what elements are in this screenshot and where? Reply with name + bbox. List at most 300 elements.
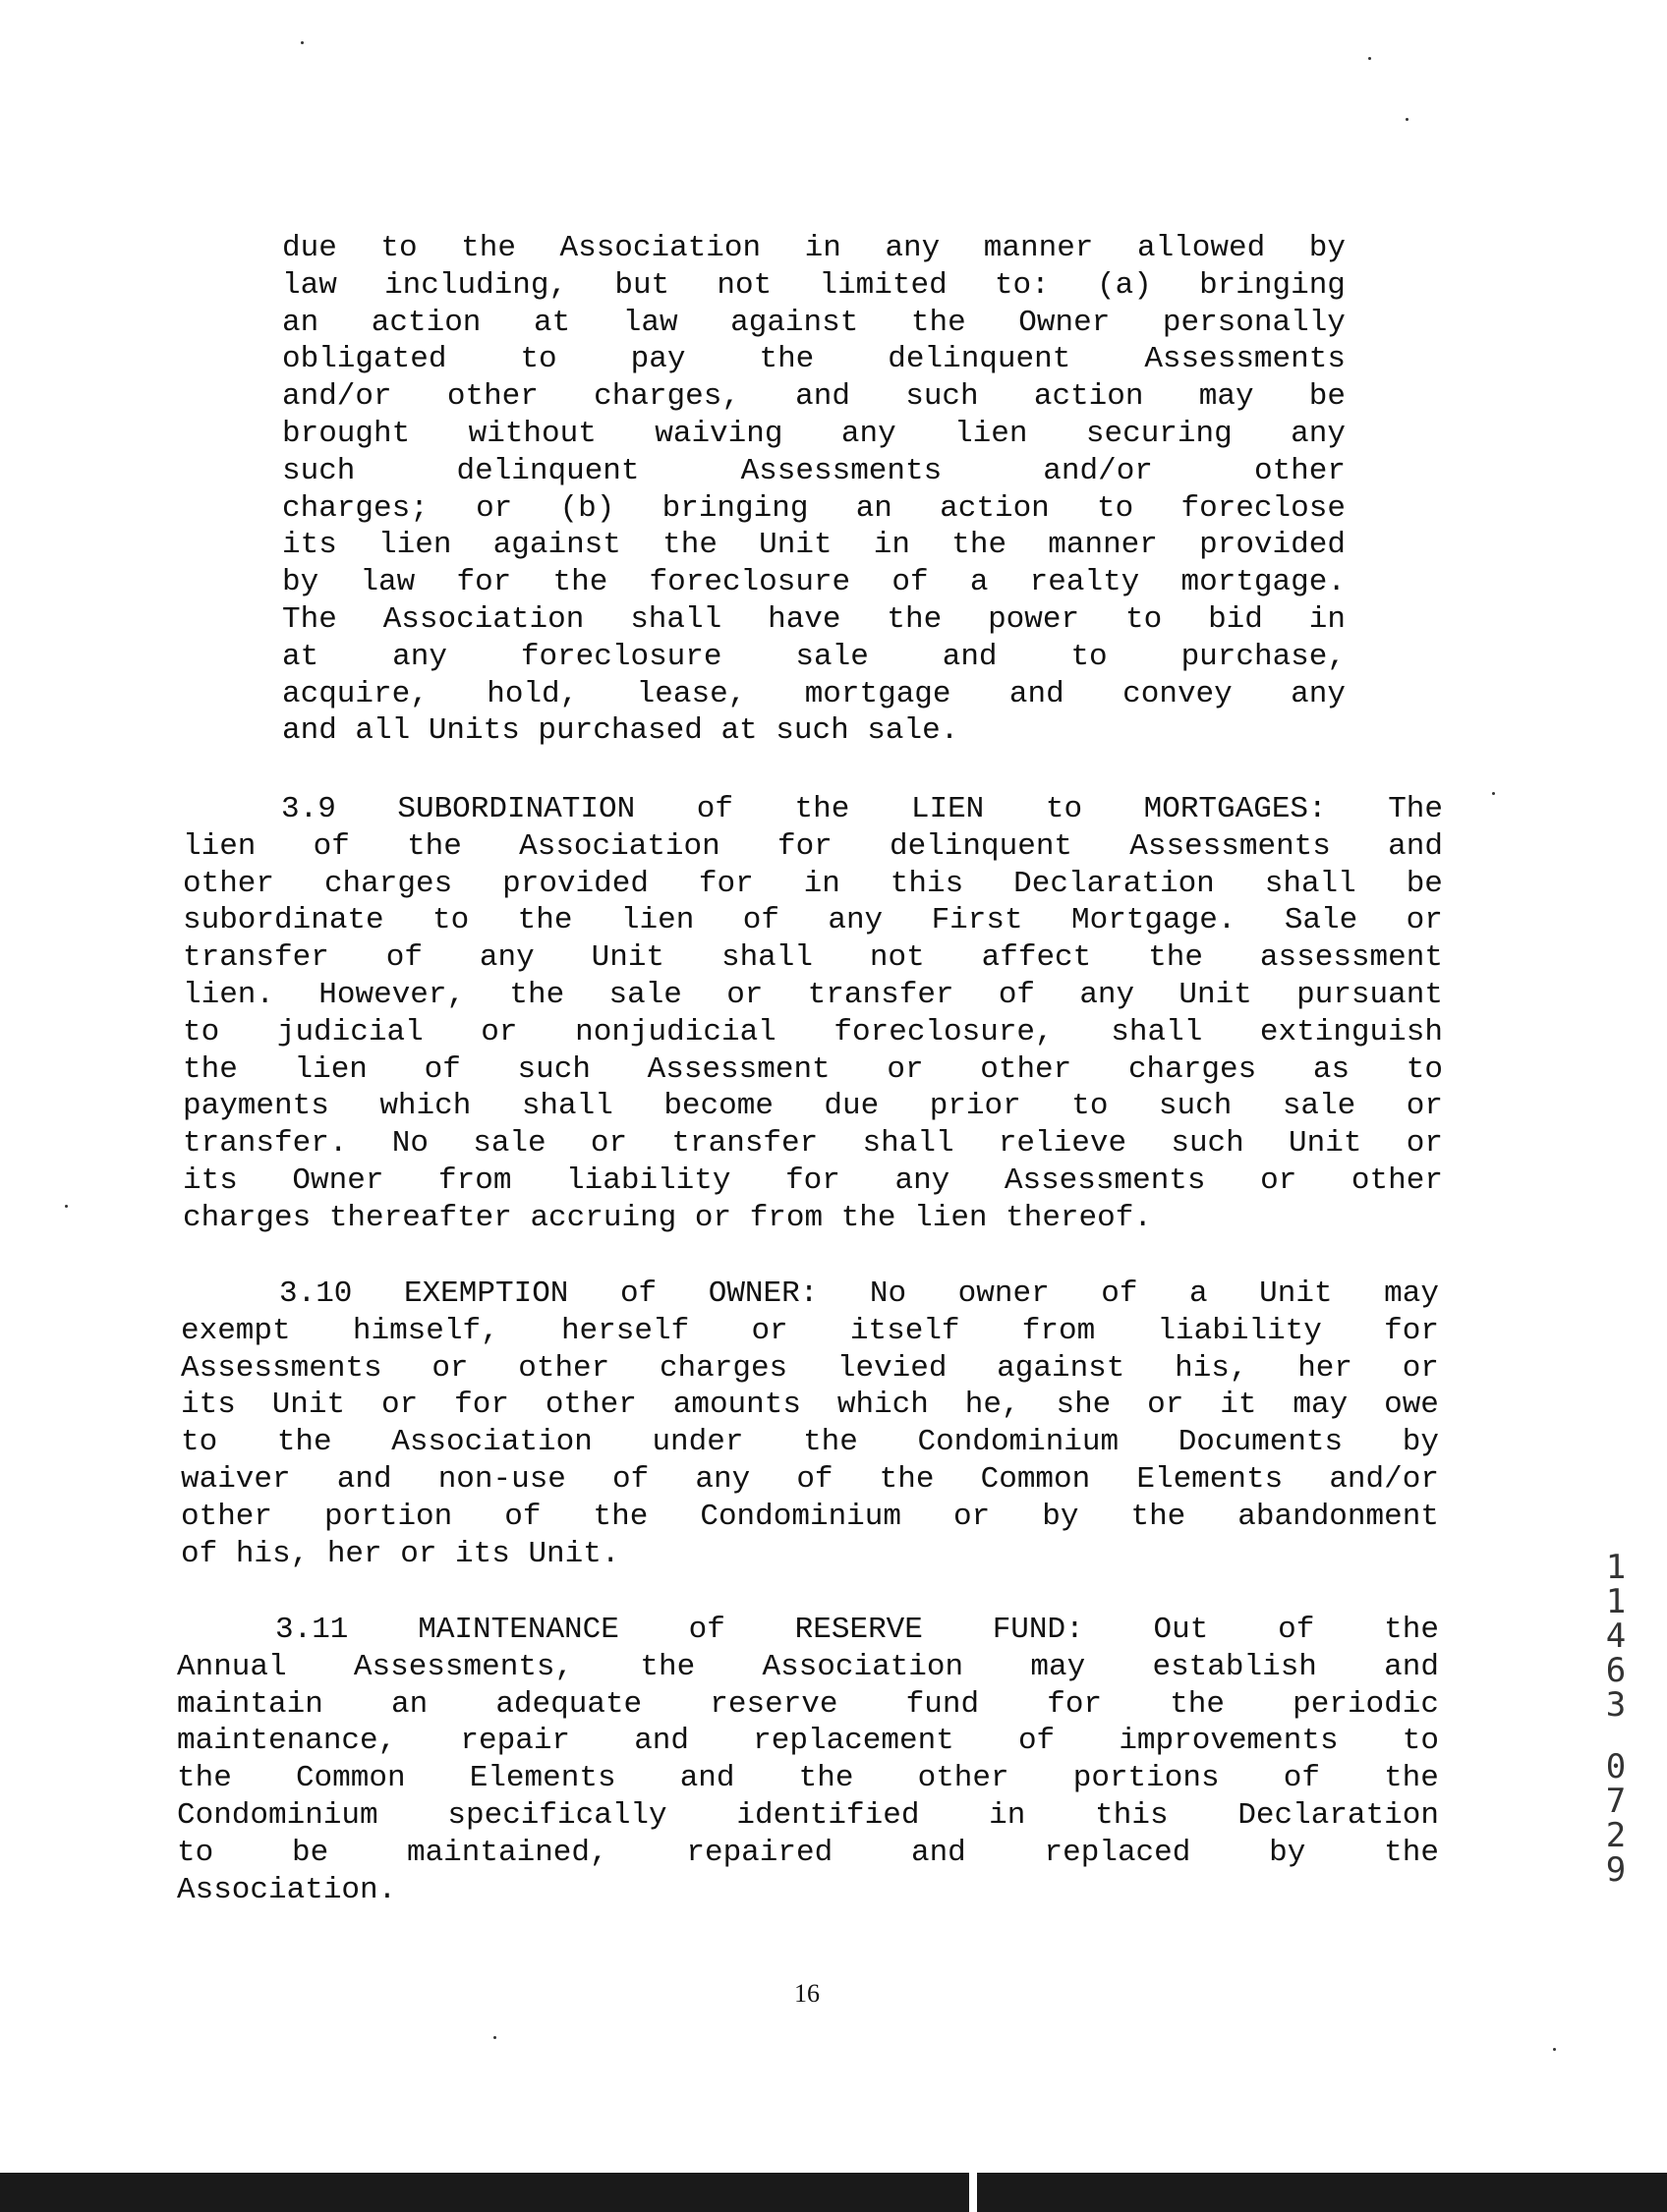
word: the	[798, 1761, 854, 1796]
word: The	[1388, 792, 1443, 826]
word: her	[326, 1536, 382, 1571]
text-line	[181, 1536, 1439, 1573]
word: its	[181, 1388, 236, 1423]
word: Common	[980, 1461, 1091, 1497]
word: the	[759, 342, 815, 377]
text-line	[282, 230, 1346, 267]
word: be	[1308, 379, 1346, 415]
word: shall	[1111, 1014, 1203, 1049]
stamp-digit: 3	[1605, 1685, 1627, 1725]
word: Assessments	[1004, 1163, 1206, 1198]
word: itself	[849, 1313, 960, 1348]
word: or	[1406, 1089, 1443, 1124]
word: shall	[1264, 866, 1356, 901]
word: due	[282, 231, 337, 265]
word: under	[652, 1425, 744, 1460]
word: or	[476, 490, 513, 526]
word: acquire,	[282, 676, 429, 711]
word: Out	[1153, 1613, 1209, 1647]
word: or	[1402, 1350, 1439, 1386]
word: Elements	[1136, 1461, 1284, 1497]
word: of	[1278, 1613, 1315, 1647]
word: However,	[318, 977, 466, 1012]
word: Assessments	[1129, 828, 1331, 864]
word: and	[282, 713, 337, 749]
word: from	[749, 1200, 824, 1235]
word: identified	[736, 1797, 920, 1833]
word: at	[533, 305, 571, 340]
word: LIEN	[910, 792, 985, 826]
word: Declaration	[1237, 1797, 1439, 1833]
word: 3.10	[279, 1276, 353, 1311]
word: charges	[323, 866, 453, 901]
word: by	[282, 565, 319, 600]
text-line	[282, 305, 1346, 342]
word: sale	[473, 1126, 546, 1162]
word: of	[504, 1499, 542, 1534]
text-line	[183, 1088, 1443, 1125]
word: to	[1402, 1724, 1439, 1759]
word: to	[1045, 792, 1083, 826]
word: mortgage	[804, 676, 951, 711]
word: may	[1198, 379, 1254, 415]
stamp-digit: 0	[1605, 1747, 1627, 1787]
text-line	[282, 341, 1346, 378]
stamp-digit: 2	[1605, 1816, 1627, 1855]
text-line	[177, 1835, 1439, 1872]
word: of	[385, 940, 423, 976]
text-line	[282, 601, 1346, 639]
text-line	[177, 1797, 1439, 1835]
word: for	[1047, 1686, 1103, 1722]
word: 3.11	[275, 1613, 349, 1647]
word: against	[730, 305, 859, 340]
word: manner	[983, 231, 1094, 265]
word: foreclose	[1180, 490, 1346, 526]
word: or	[887, 1051, 924, 1087]
word: thereafter	[328, 1200, 512, 1235]
word: of	[424, 1051, 461, 1087]
word: reserve	[710, 1686, 838, 1722]
word: to	[380, 231, 418, 265]
word: Mortgage.	[1070, 903, 1236, 938]
word: a	[1188, 1276, 1208, 1311]
word: maintain	[177, 1686, 323, 1722]
word: non-use	[437, 1461, 566, 1497]
word: his,	[1175, 1350, 1248, 1386]
text-line	[183, 866, 1443, 903]
word: not	[717, 267, 773, 303]
word: law	[360, 565, 416, 600]
word: he,	[964, 1388, 1020, 1423]
text-line	[177, 1723, 1439, 1760]
word: the	[1384, 1613, 1439, 1647]
word: or	[381, 1388, 419, 1423]
word: realty	[1029, 565, 1140, 600]
word: or	[431, 1350, 469, 1386]
text-line	[181, 1350, 1439, 1388]
word: Unit	[1289, 1126, 1362, 1162]
word: to	[520, 342, 557, 377]
word: of	[998, 977, 1036, 1012]
word: without	[468, 416, 597, 451]
word: of	[181, 1536, 218, 1571]
word: any	[828, 903, 884, 938]
word: by	[1042, 1499, 1079, 1534]
scan-edge-bar	[0, 2173, 1667, 2212]
word: and	[679, 1761, 735, 1796]
word: the	[407, 828, 462, 864]
word: specifically	[447, 1797, 667, 1833]
text-line	[282, 639, 1346, 676]
section-3-9-subordination	[183, 791, 1443, 1237]
word: the	[803, 1425, 858, 1460]
word: or	[1260, 1163, 1297, 1198]
word: and	[942, 639, 998, 674]
word: affect	[981, 940, 1092, 976]
word: MAINTENANCE	[418, 1613, 619, 1647]
word: may	[1384, 1276, 1439, 1311]
word: by	[1402, 1425, 1439, 1460]
word: its	[455, 1536, 510, 1571]
word: charges,	[594, 379, 740, 415]
word: Unit.	[528, 1536, 620, 1571]
word: any	[1291, 416, 1346, 451]
word: Owner	[1018, 305, 1111, 340]
word: Assessments	[181, 1350, 382, 1386]
word: of	[619, 1276, 658, 1311]
word: of	[796, 1461, 834, 1497]
word: improvements	[1119, 1724, 1339, 1759]
word: waiver	[181, 1461, 291, 1497]
word: personally	[1162, 305, 1346, 340]
word: pursuant	[1296, 977, 1443, 1012]
section-3-10-exemption	[181, 1276, 1439, 1572]
word: to	[1124, 601, 1163, 637]
word: it	[1220, 1388, 1257, 1423]
stamp-digit: 4	[1605, 1616, 1627, 1656]
word: accruing	[530, 1200, 677, 1235]
word: to	[183, 1014, 220, 1049]
word: for	[698, 866, 754, 901]
word: or	[694, 1200, 732, 1235]
text-line	[181, 1461, 1439, 1499]
word: the	[640, 1649, 696, 1684]
word: or	[953, 1499, 991, 1534]
text-line	[183, 902, 1443, 939]
text-line	[177, 1872, 1439, 1909]
word: law	[282, 267, 337, 303]
word: provided	[1199, 528, 1346, 563]
word: maintenance,	[177, 1724, 397, 1759]
word: manner	[1048, 528, 1158, 563]
word: its	[282, 528, 337, 563]
word: or	[590, 1126, 628, 1162]
word: such	[282, 453, 356, 488]
word: delinquent	[890, 828, 1073, 864]
text-line	[282, 564, 1346, 601]
text-line	[282, 712, 1346, 750]
word: Assessment	[647, 1051, 831, 1087]
word: action	[940, 490, 1050, 526]
word: transfer	[183, 940, 329, 976]
word: OWNER:	[708, 1276, 819, 1311]
word: RESERVE	[794, 1613, 923, 1647]
word: of	[1101, 1276, 1138, 1311]
word: charges;	[282, 490, 429, 526]
word: lien.	[183, 977, 275, 1012]
word: abandonment	[1237, 1499, 1439, 1534]
word: bid	[1208, 601, 1263, 637]
stamp-digit: 1	[1605, 1548, 1627, 1587]
word: Unit	[271, 1388, 346, 1423]
word: (b)	[559, 490, 615, 526]
word: extinguish	[1259, 1014, 1443, 1049]
word: delinquent	[456, 453, 640, 488]
section-3-11-reserve-fund	[177, 1612, 1439, 1908]
word: any	[392, 639, 447, 674]
word: any	[1079, 977, 1135, 1012]
word: pay	[630, 342, 686, 377]
word: owner	[957, 1276, 1050, 1311]
word: other	[545, 1388, 637, 1423]
word: the	[887, 601, 943, 637]
word: Condominium	[700, 1499, 901, 1534]
text-line	[282, 527, 1346, 564]
word: an	[855, 490, 892, 526]
text-line	[183, 828, 1443, 866]
word: this	[890, 866, 964, 901]
word: purchased	[538, 713, 703, 749]
text-line	[177, 1649, 1439, 1686]
word: the	[461, 231, 516, 265]
word: and/or	[1043, 453, 1153, 488]
word: or	[1147, 1388, 1184, 1423]
word: foreclosure,	[834, 1014, 1054, 1049]
margin-bates-stamp	[1596, 1548, 1636, 1890]
word: MORTGAGES:	[1143, 792, 1327, 826]
word: charges	[659, 1350, 788, 1386]
word: any	[840, 416, 896, 451]
word: such	[905, 379, 979, 415]
word: relieve	[998, 1126, 1127, 1162]
text-line	[177, 1760, 1439, 1797]
word: periodic	[1293, 1686, 1439, 1722]
word: the	[840, 1200, 896, 1235]
word: to	[177, 1835, 214, 1870]
word: have	[768, 601, 841, 637]
word: the	[276, 1425, 332, 1460]
word: herself	[560, 1313, 690, 1348]
text-line	[181, 1313, 1439, 1350]
word: Condominium	[177, 1797, 378, 1833]
word: maintained,	[406, 1835, 608, 1870]
text-line	[177, 1686, 1439, 1724]
word: Documents	[1178, 1425, 1344, 1460]
word: of	[742, 903, 779, 938]
word: at	[720, 713, 758, 749]
word: of	[1017, 1724, 1056, 1759]
word: other	[1253, 453, 1346, 488]
word: or	[400, 1536, 437, 1571]
word: the	[1130, 1499, 1186, 1534]
text-line	[183, 1014, 1443, 1051]
word: all	[355, 713, 411, 749]
word: delinquent	[888, 342, 1071, 377]
word: liability	[566, 1163, 731, 1198]
word: bringing	[661, 490, 809, 526]
word: law	[622, 305, 678, 340]
word: of	[313, 828, 350, 864]
word: judicial	[276, 1014, 424, 1049]
word: (a)	[1097, 267, 1152, 303]
word: foreclosure	[520, 639, 722, 674]
word: be	[1406, 866, 1443, 901]
word: be	[291, 1835, 329, 1870]
word: the	[183, 1051, 238, 1087]
text-line	[181, 1499, 1439, 1536]
word: for	[454, 1388, 509, 1423]
word: and	[1008, 676, 1064, 711]
word: of	[696, 792, 733, 826]
word: the	[517, 903, 573, 938]
word: Association	[559, 231, 762, 265]
word: against	[492, 528, 621, 563]
word: thereof.	[1006, 1200, 1152, 1235]
word: shall	[720, 940, 813, 976]
word: an	[390, 1686, 429, 1722]
word: the	[177, 1761, 232, 1796]
word: replaced	[1044, 1835, 1191, 1870]
word: which	[836, 1388, 929, 1423]
word: Units	[428, 713, 520, 749]
word: First	[931, 903, 1023, 938]
word: and	[336, 1461, 392, 1497]
paragraph-continuation	[282, 230, 1346, 750]
word: amounts	[672, 1388, 801, 1423]
word: Common	[295, 1761, 406, 1796]
word: the	[662, 528, 718, 563]
word: its	[183, 1163, 238, 1198]
word: she	[1056, 1388, 1112, 1423]
word: Elements	[469, 1761, 616, 1796]
word: repair	[460, 1724, 571, 1759]
word: SUBORDINATION	[397, 792, 636, 826]
word: the	[552, 565, 608, 600]
word: the	[910, 305, 966, 340]
word: bringing	[1199, 267, 1346, 303]
word: such	[776, 713, 849, 749]
word: portion	[324, 1499, 453, 1534]
word: any	[479, 940, 535, 976]
word: sale.	[867, 713, 959, 749]
word: liability	[1157, 1313, 1322, 1348]
word: and	[1388, 828, 1443, 864]
stamp-digit: 6	[1605, 1651, 1627, 1690]
word: against	[997, 1350, 1125, 1386]
word: convey	[1122, 676, 1233, 711]
word: the	[1170, 1686, 1225, 1722]
word: to	[1406, 1051, 1443, 1087]
word: or	[751, 1313, 788, 1348]
word: 3.9	[281, 792, 336, 826]
word: fund	[905, 1686, 980, 1722]
word: provided	[502, 866, 649, 901]
word: or	[1406, 903, 1443, 938]
word: waiving	[655, 416, 783, 451]
word: of	[688, 1613, 725, 1647]
word: other	[917, 1761, 1009, 1796]
word: lien	[914, 1200, 988, 1235]
word: a	[969, 565, 989, 600]
word: EXEMPTION	[403, 1276, 569, 1311]
word: the	[509, 977, 565, 1012]
word: or	[481, 1014, 518, 1049]
word: in	[1308, 601, 1346, 637]
word: Sale	[1284, 903, 1358, 938]
text-line	[181, 1387, 1439, 1424]
word: by	[1269, 1835, 1306, 1870]
word: prior	[929, 1089, 1021, 1124]
word: other	[446, 379, 539, 415]
word: any	[1291, 676, 1346, 711]
word: lien	[620, 903, 695, 938]
word: Assessments	[740, 453, 943, 488]
word: the	[1384, 1835, 1439, 1870]
text-line	[282, 378, 1346, 416]
word: owe	[1384, 1388, 1439, 1423]
word: replacement	[753, 1724, 954, 1759]
word: her	[1297, 1350, 1353, 1386]
word: and	[1384, 1649, 1439, 1684]
word: and	[634, 1724, 689, 1759]
word: shall	[521, 1089, 613, 1124]
word: or	[1406, 1126, 1443, 1162]
word: action	[1033, 379, 1144, 415]
word: Unit	[1259, 1276, 1333, 1311]
word: other	[1351, 1163, 1443, 1198]
word: of	[891, 565, 929, 600]
word: other	[980, 1051, 1072, 1087]
word: purchase,	[1180, 639, 1346, 674]
word: by	[1308, 231, 1346, 265]
word: assessment	[1259, 940, 1443, 976]
word: in	[873, 528, 911, 563]
word: or	[726, 977, 764, 1012]
word: FUND:	[992, 1613, 1084, 1647]
word: and/or	[1329, 1461, 1439, 1497]
word: action	[371, 305, 482, 340]
text-line	[183, 1051, 1443, 1089]
word: shall	[862, 1126, 954, 1162]
word: from	[438, 1163, 512, 1198]
word: Annual	[177, 1649, 287, 1684]
word: in	[803, 866, 840, 901]
text-line	[177, 1612, 1439, 1649]
word: from	[1021, 1313, 1096, 1348]
word: power	[988, 601, 1080, 637]
word: of	[612, 1461, 650, 1497]
word: Assessments,	[353, 1649, 574, 1684]
word: due	[824, 1089, 880, 1124]
word: for	[1384, 1313, 1439, 1348]
word: himself,	[352, 1313, 499, 1348]
word: foreclosure	[649, 565, 851, 600]
word: to	[1097, 490, 1134, 526]
word: charges	[1127, 1051, 1257, 1087]
word: an	[282, 305, 319, 340]
word: which	[379, 1089, 472, 1124]
